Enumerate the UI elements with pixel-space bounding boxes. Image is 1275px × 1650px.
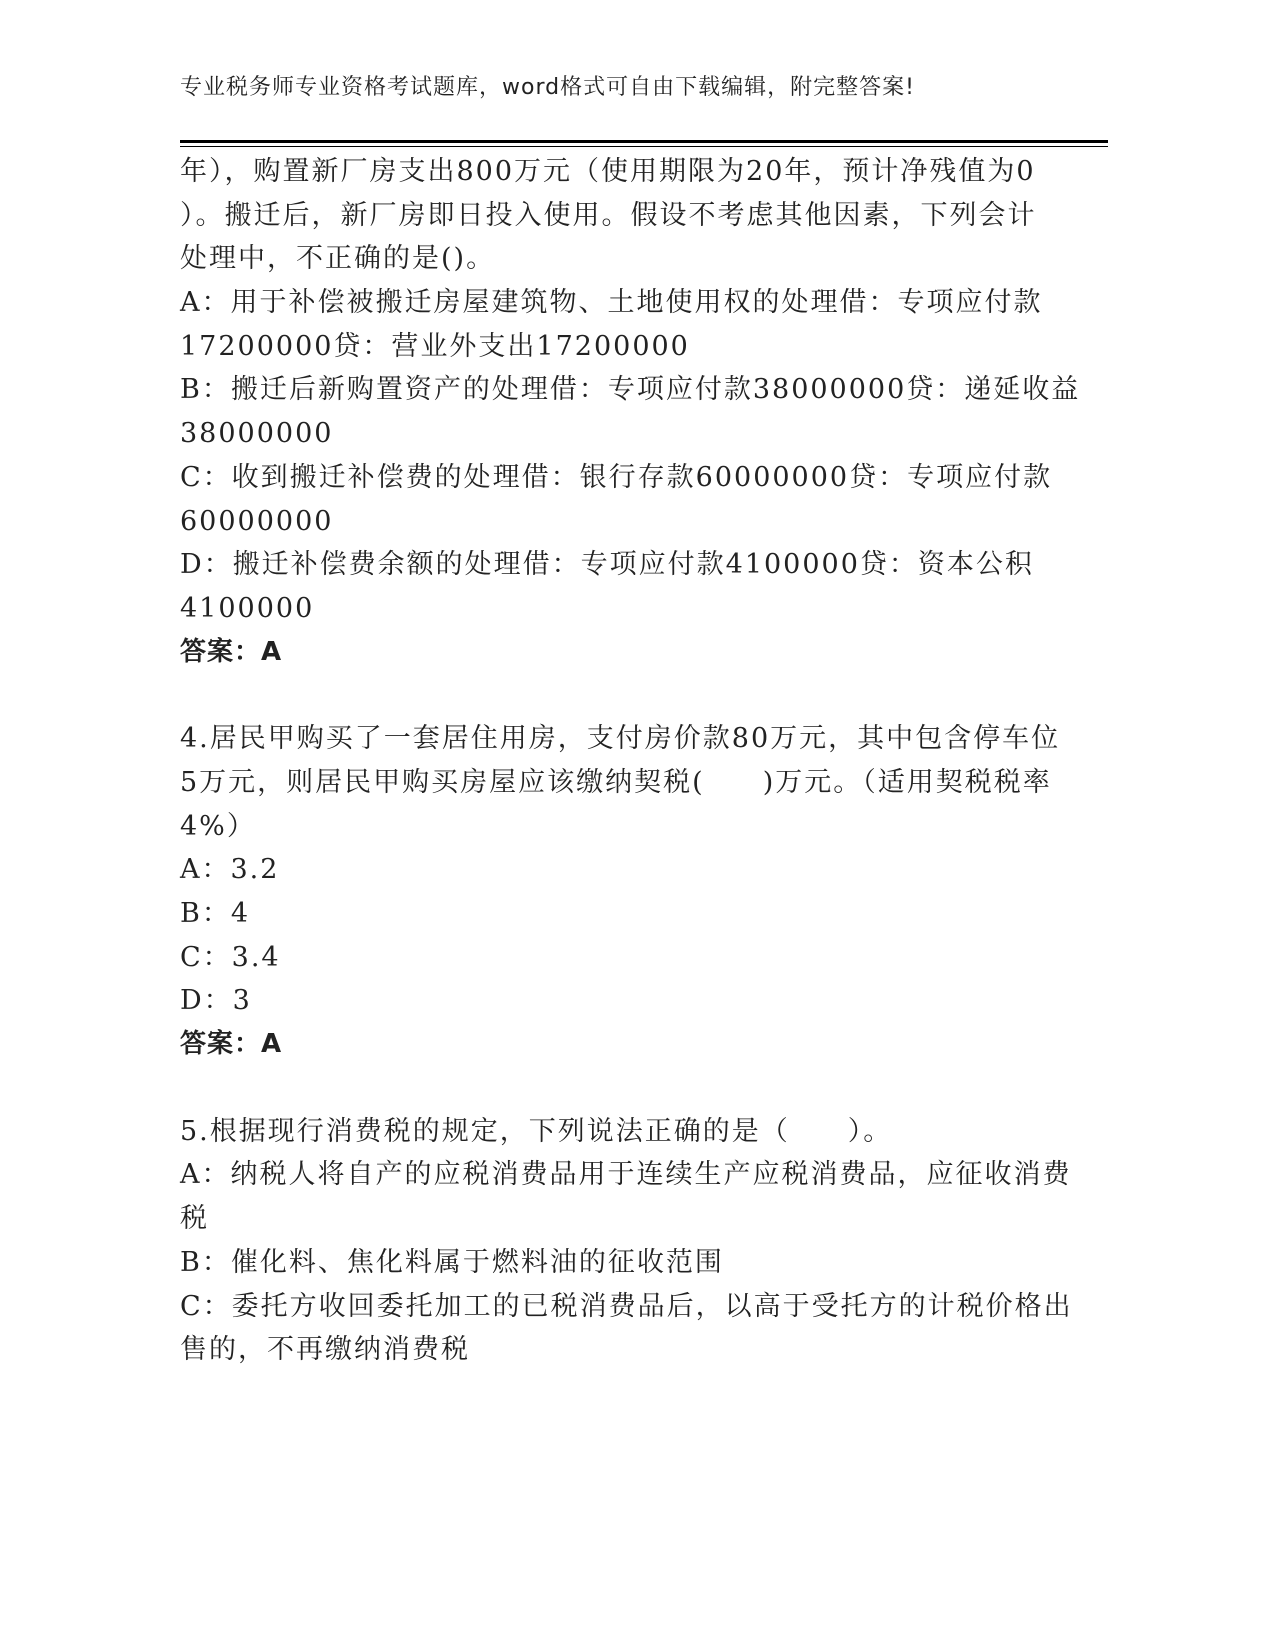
q3-answer: 答案：A [180, 636, 283, 667]
q5-option-c: C：委托方收回委托加工的已税消费品后，以高于受托方的计税价格出 [180, 1290, 1073, 1322]
q5-option-b: B：催化料、焦化料属于燃料油的征收范围 [180, 1246, 724, 1278]
q4-option-c: C：3.4 [180, 941, 281, 973]
q3-line: ）。搬迁后，新厂房即日投入使用。假设不考虑其他因素，下列会计 [180, 199, 1037, 231]
q3-option-d-cont: 4100000 [180, 592, 315, 624]
q5-line: 5.根据现行消费税的规定，下列说法正确的是（ ）。 [180, 1115, 893, 1147]
q3-option-b-cont: 38000000 [180, 418, 334, 450]
header-rule-thin [180, 146, 1108, 147]
q3-option-c-cont: 60000000 [180, 505, 334, 537]
q3-option-b: B：搬迁后新购置资产的处理借：专项应付款38000000贷：递延收益 [180, 374, 1081, 406]
q3-line: 年），购置新厂房支出800万元（使用期限为20年，预计净残值为0 [180, 156, 1036, 187]
q4-line: 4%） [180, 810, 256, 842]
q4-option-d: D：3 [180, 985, 252, 1017]
q3-option-a: A：用于补偿被搬迁房屋建筑物、土地使用权的处理借：专项应付款 [180, 287, 1043, 319]
q5-option-a-cont: 税 [180, 1203, 209, 1235]
q4-option-b: B：4 [180, 898, 251, 929]
q5-option-a: A：纳税人将自产的应税消费品用于连续生产应税消费品，应征收消费 [180, 1159, 1072, 1191]
spacer [180, 1067, 1060, 1110]
header-rule-thick [180, 140, 1108, 143]
q4-line: 4.居民甲购买了一套居住用房，支付房价款80万元，其中包含停车位 [180, 723, 1061, 755]
q5-option-c-cont: 售的，不再缴纳消费税 [180, 1334, 470, 1366]
spacer [180, 674, 1060, 717]
document-body [180, 150, 1081, 1372]
q4-option-a: A：3.2 [180, 854, 280, 886]
q3-option-a-cont: 17200000贷：营业外支出17200000 [180, 330, 690, 362]
page-header: 专业税务师专业资格考试题库，word格式可自由下载编辑，附完整答案! [180, 75, 915, 100]
q3-option-c: C：收到搬迁补偿费的处理借：银行存款60000000贷：专项应付款 [180, 461, 1053, 493]
q4-answer: 答案：A [180, 1029, 283, 1060]
q4-line: 5万元，则居民甲购买房屋应该缴纳契税( )万元。（适用契税税率 [180, 766, 1052, 798]
q3-line: 处理中，不正确的是()。 [180, 243, 496, 275]
q3-option-d: D：搬迁补偿费余额的处理借：专项应付款4100000贷：资本公积 [180, 549, 1034, 581]
